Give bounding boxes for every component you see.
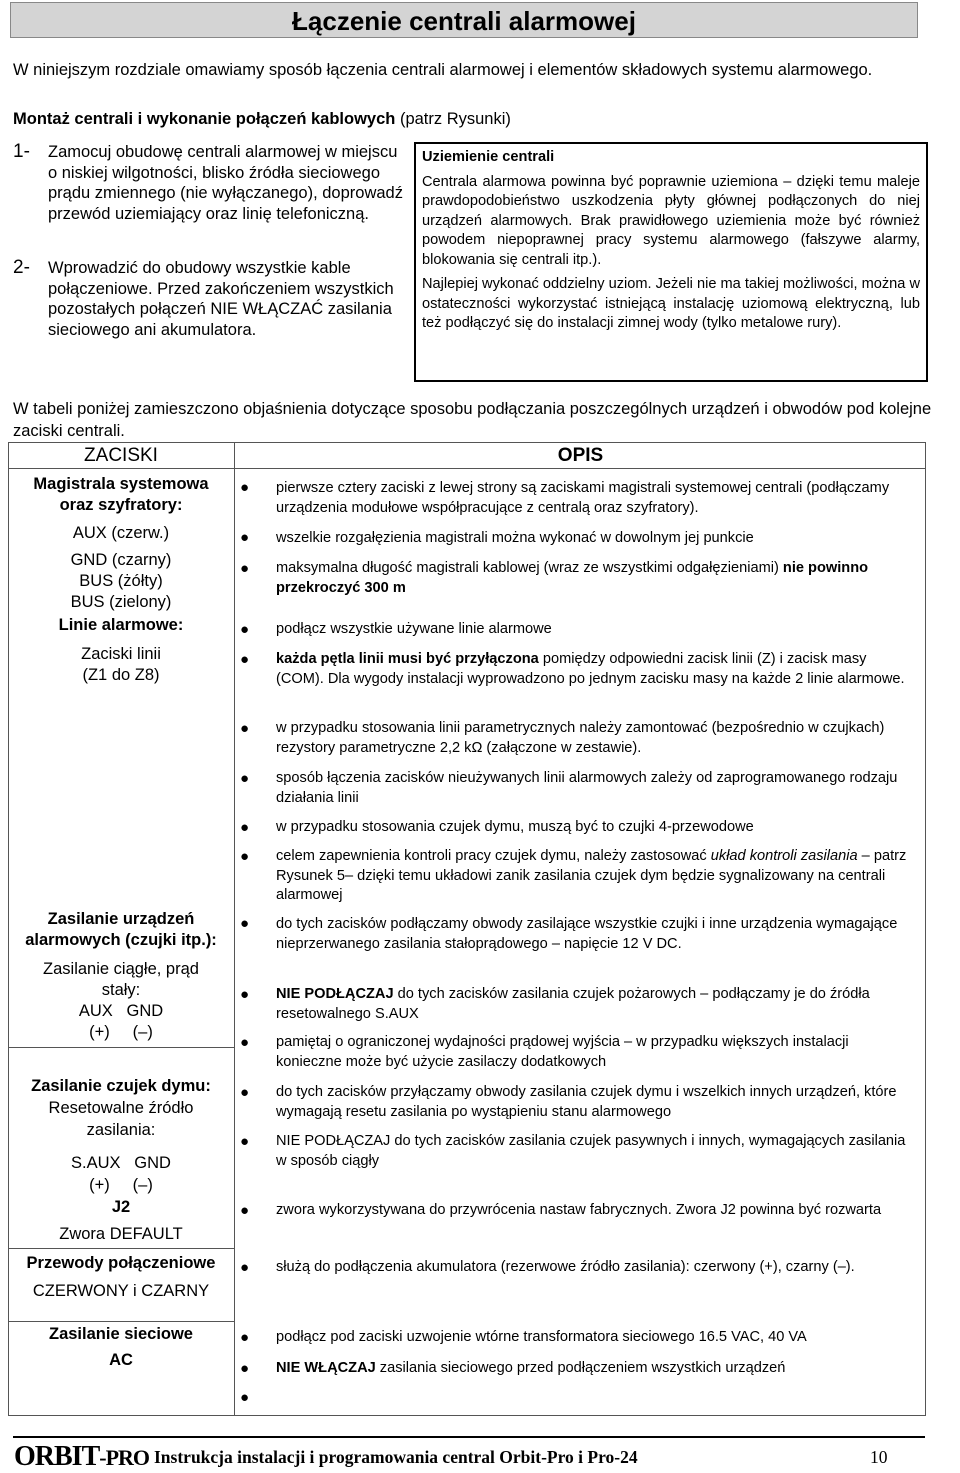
bullet-icon: ● — [240, 529, 250, 546]
terminal-label: S.AUX GND — [71, 1154, 171, 1172]
orbit-pro-logo — [14, 1442, 149, 1473]
description-item: pierwsze cztery zaciski z lewej strony są zaciskami magistrali systemowej centrali (podłączamy urządzenia modułowe współpracujące z centralą oraz szyfratory). — [276, 480, 890, 516]
terminal-label: Magistrala systemowa — [33, 475, 209, 493]
terminal-label: J2 — [111, 1198, 131, 1216]
bullet-icon: ● — [240, 819, 250, 836]
row-divider — [8, 1321, 234, 1322]
intro-paragraph: W niniejszym rozdziale omawiamy sposób łączenia centrali alarmowej i elementów składowych systemu alarmowego. — [13, 61, 873, 79]
bullet-icon: ● — [240, 720, 250, 737]
description-item: pamiętaj o ograniczonej wydajności prądowej wyjścia – w przypadku większych instalacji konieczne może być użycie zasilaczy dodatkowych — [276, 1034, 849, 1070]
section-heading-bold: Montaż centrali i wykonanie połączeń kablowych — [13, 110, 396, 128]
description-item: w przypadku stosowania czujek dymu, muszą być to czujki 4-przewodowe — [276, 819, 754, 835]
description-item — [276, 559, 916, 598]
terminal-label: Zwora DEFAULT — [59, 1225, 183, 1243]
page-number: 10 — [870, 1447, 888, 1467]
terminal-label: Zasilanie sieciowe — [49, 1325, 193, 1343]
step-1 — [13, 142, 403, 252]
bullet-icon: ● — [240, 915, 250, 932]
section-heading-note: (patrz Rysunki) — [395, 110, 511, 128]
description-item — [276, 985, 916, 1024]
description-item: w przypadku stosowania linii parametrycznych należy zamontować (bezpośrednio w czujkach) rezystory parametryczne 2,2 kΩ (załączone w zestawie). — [276, 720, 885, 756]
terminal-label: oraz szyfratory: — [59, 496, 183, 514]
description-text: pomiędzy odpowiedni zacisk linii (Z) i zacisk masy (COM). Dla wygody instalacji wyprowadzono po jednym zacisku masy na każde 2 linie alarmowe. — [276, 651, 905, 687]
description-item: NIE PODŁĄCZAJ do tych zacisków zasilania czujek pasywnych i innych, wymagających zasilania w sposób ciągły — [276, 1133, 906, 1169]
grounding-paragraph-1: Centrala alarmowa powinna być poprawnie uziemiona – dzięki temu maleje prawdopodobieństwo uszkodzenia płyty głównej podłączonych do niej urządzeń alarmowych. Brak prawidłowego uziemienia może być również powodem niepoprawnej pracy systemu alarmowego (fałszywe alarmy, blokowania się centrali itp.). — [422, 173, 920, 268]
grounding-box — [414, 142, 928, 382]
description-text: zasilania sieciowego przed podłączeniem wszystkich urządzeń — [375, 1360, 786, 1376]
description-item: do tych zacisków podłączamy obwody zasilające wszystkie czujki i inne urządzenia wymagające nieprzerwanego zasilania stałoprądowego – napięcie 12 V DC. — [276, 916, 898, 952]
bullet-icon: ● — [240, 1034, 250, 1051]
terminal-label: Zaciski linii — [81, 645, 161, 663]
terminal-label: AUX (czerw.) — [72, 524, 170, 542]
description-italic: układ kontroli zasilania — [710, 848, 858, 864]
column-divider — [234, 442, 235, 1416]
terminal-label: (+) (–) — [89, 1023, 153, 1041]
terminal-label: (Z1 do Z8) — [82, 666, 160, 684]
description-text: maksymalna długość magistrali kablowej (wraz ze wszystkimi odgałęzieniami) — [276, 560, 783, 576]
title-bar — [10, 2, 918, 38]
description-item: wszelkie rozgałęzienia magistrali można wykonać w dowolnym jej punkcie — [276, 530, 754, 546]
description-emphasis: nie powinno przekroczyć 300 m — [276, 560, 869, 596]
bullet-icon: ● — [240, 651, 250, 668]
terminal-label: Zasilanie urządzeń — [47, 910, 195, 928]
step-number: 1- — [13, 141, 30, 162]
terminal-label: GND (czarny) — [70, 551, 172, 569]
section-heading — [13, 108, 511, 130]
terminal-label: Zasilanie ciągłe, prąd — [43, 960, 199, 978]
bullet-icon: ● — [240, 560, 250, 577]
terminal-label: CZERWONY i CZARNY — [32, 1282, 210, 1300]
column-header-opis: OPIS — [557, 445, 604, 466]
step-2 — [13, 258, 403, 368]
description-item — [276, 847, 916, 906]
description-item: do tych zacisków przyłączamy obwody zasilania czujek dymu i wszelkich innych urządzeń, które wymagają resetu zasilania po wystąpieniu stanu alarmowego — [276, 1084, 897, 1120]
description-text: do tych zacisków zasilania czujek pożarowych – podłączamy je do źródła resetowalnego S.AUX — [276, 986, 870, 1022]
description-item — [276, 650, 916, 689]
terminal-label: Linie alarmowe: — [58, 616, 184, 634]
grounding-paragraph-2: Najlepiej wykonać oddzielny uziom. Jeżeli nie ma takiej możliwości, można w ostateczności wykorzystać istniejącą instalację uziomową elektryczną, lub też podłączyć się do instalacji zimnej wody (tylko metalowe rury). — [422, 276, 921, 331]
description-emphasis: NIE WŁĄCZAJ — [276, 1360, 376, 1376]
terminal-label: stały: — [101, 981, 141, 999]
terminal-label: alarmowych (czujki itp.): — [25, 931, 217, 949]
terminal-label: Resetowalne źródło — [48, 1099, 194, 1117]
description-item: podłącz wszystkie używane linie alarmowe — [276, 621, 552, 637]
row-divider — [8, 1248, 234, 1249]
terminal-label: BUS (żółty) — [79, 572, 163, 590]
bullet-icon: ● — [240, 770, 250, 787]
bullet-icon: ● — [240, 986, 250, 1003]
logo-text: ORBIT — [14, 1441, 100, 1472]
footer-rule — [13, 1436, 925, 1438]
description-item: zwora wykorzystywana do przywrócenia nastaw fabrycznych. Zwora J2 powinna być rozwarta — [276, 1202, 882, 1218]
terminal-label: zasilania: — [86, 1121, 156, 1139]
description-text: – patrz Rysunek 5– dzięki temu układowi zanik zasilania czujek dym będzie sygnalizowany na centrali alarmowej — [276, 848, 907, 903]
description-emphasis: NIE PODŁĄCZAJ — [276, 986, 394, 1002]
bullet-icon: ● — [240, 1133, 250, 1150]
bullet-icon: ● — [240, 479, 250, 496]
description-item — [276, 1359, 916, 1379]
column-header-zaciski: ZACISKI — [84, 445, 158, 466]
step-text: Zamocuj obudowę centrali alarmowej w miejscu o niskiej wilgotności, blisko źródła sieciowego prądu zmiennego (nie wyłączanego), doprowadź przewód uziemiający oraz linię telefoniczną. — [48, 143, 403, 223]
terminal-label: AC — [109, 1351, 133, 1369]
description-item: sposób łączenia zacisków nieużywanych linii alarmowych zależy od zaprogramowanego rodzaju działania linii — [276, 770, 898, 806]
bullet-icon: ● — [240, 1259, 250, 1276]
step-text: Wprowadzić do obudowy wszystkie kable połączeniowe. Przed zakończeniem wszystkich pozostałych połączeń NIE WŁĄCZAĆ zasilania sieciowego ani akumulatora. — [48, 259, 394, 339]
footer-title: Instrukcja instalacji i programowania central Orbit-Pro i Pro-24 — [154, 1447, 638, 1467]
grounding-title: Uziemienie centrali — [422, 149, 555, 165]
terminal-label: AUX GND — [78, 1002, 164, 1020]
bullet-icon: ● — [240, 848, 250, 865]
step-number: 2- — [13, 257, 30, 278]
terminal-label: Zasilanie czujek dymu: — [31, 1077, 211, 1095]
bullet-icon: ● — [240, 621, 250, 638]
bullet-icon: ● — [240, 1329, 250, 1346]
terminal-label: (+) (–) — [89, 1176, 153, 1194]
row-divider — [8, 1047, 234, 1048]
terminal-label: BUS (zielony) — [70, 593, 172, 611]
table-intro: W tabeli poniżej zamieszczono objaśnienia dotyczące sposobu podłączania poszczególnych urządzeń i obwodów pod kolejne zaciski centrali. — [13, 400, 932, 440]
bullet-icon: ● — [240, 1360, 250, 1377]
bullet-icon: ● — [240, 1202, 250, 1219]
page-title: Łączenie centrali alarmowej — [292, 6, 636, 36]
terminal-label: Przewody połączeniowe — [26, 1254, 216, 1272]
description-item: służą do podłączenia akumulatora (rezerwowe źródło zasilania): czerwony (+), czarny (–). — [276, 1259, 855, 1275]
logo-suffix: -PRO — [99, 1445, 150, 1470]
description-item: podłącz pod zaciski uzwojenie wtórne transformatora sieciowego 16.5 VAC, 40 VA — [276, 1329, 807, 1345]
description-text: celem zapewnienia kontroli pracy czujek dymu, należy zastosować — [276, 848, 711, 864]
description-emphasis: każda pętla linii musi być przyłączona — [276, 651, 539, 667]
bullet-icon: ● — [240, 1084, 250, 1101]
bullet-icon: ● — [240, 1389, 250, 1406]
